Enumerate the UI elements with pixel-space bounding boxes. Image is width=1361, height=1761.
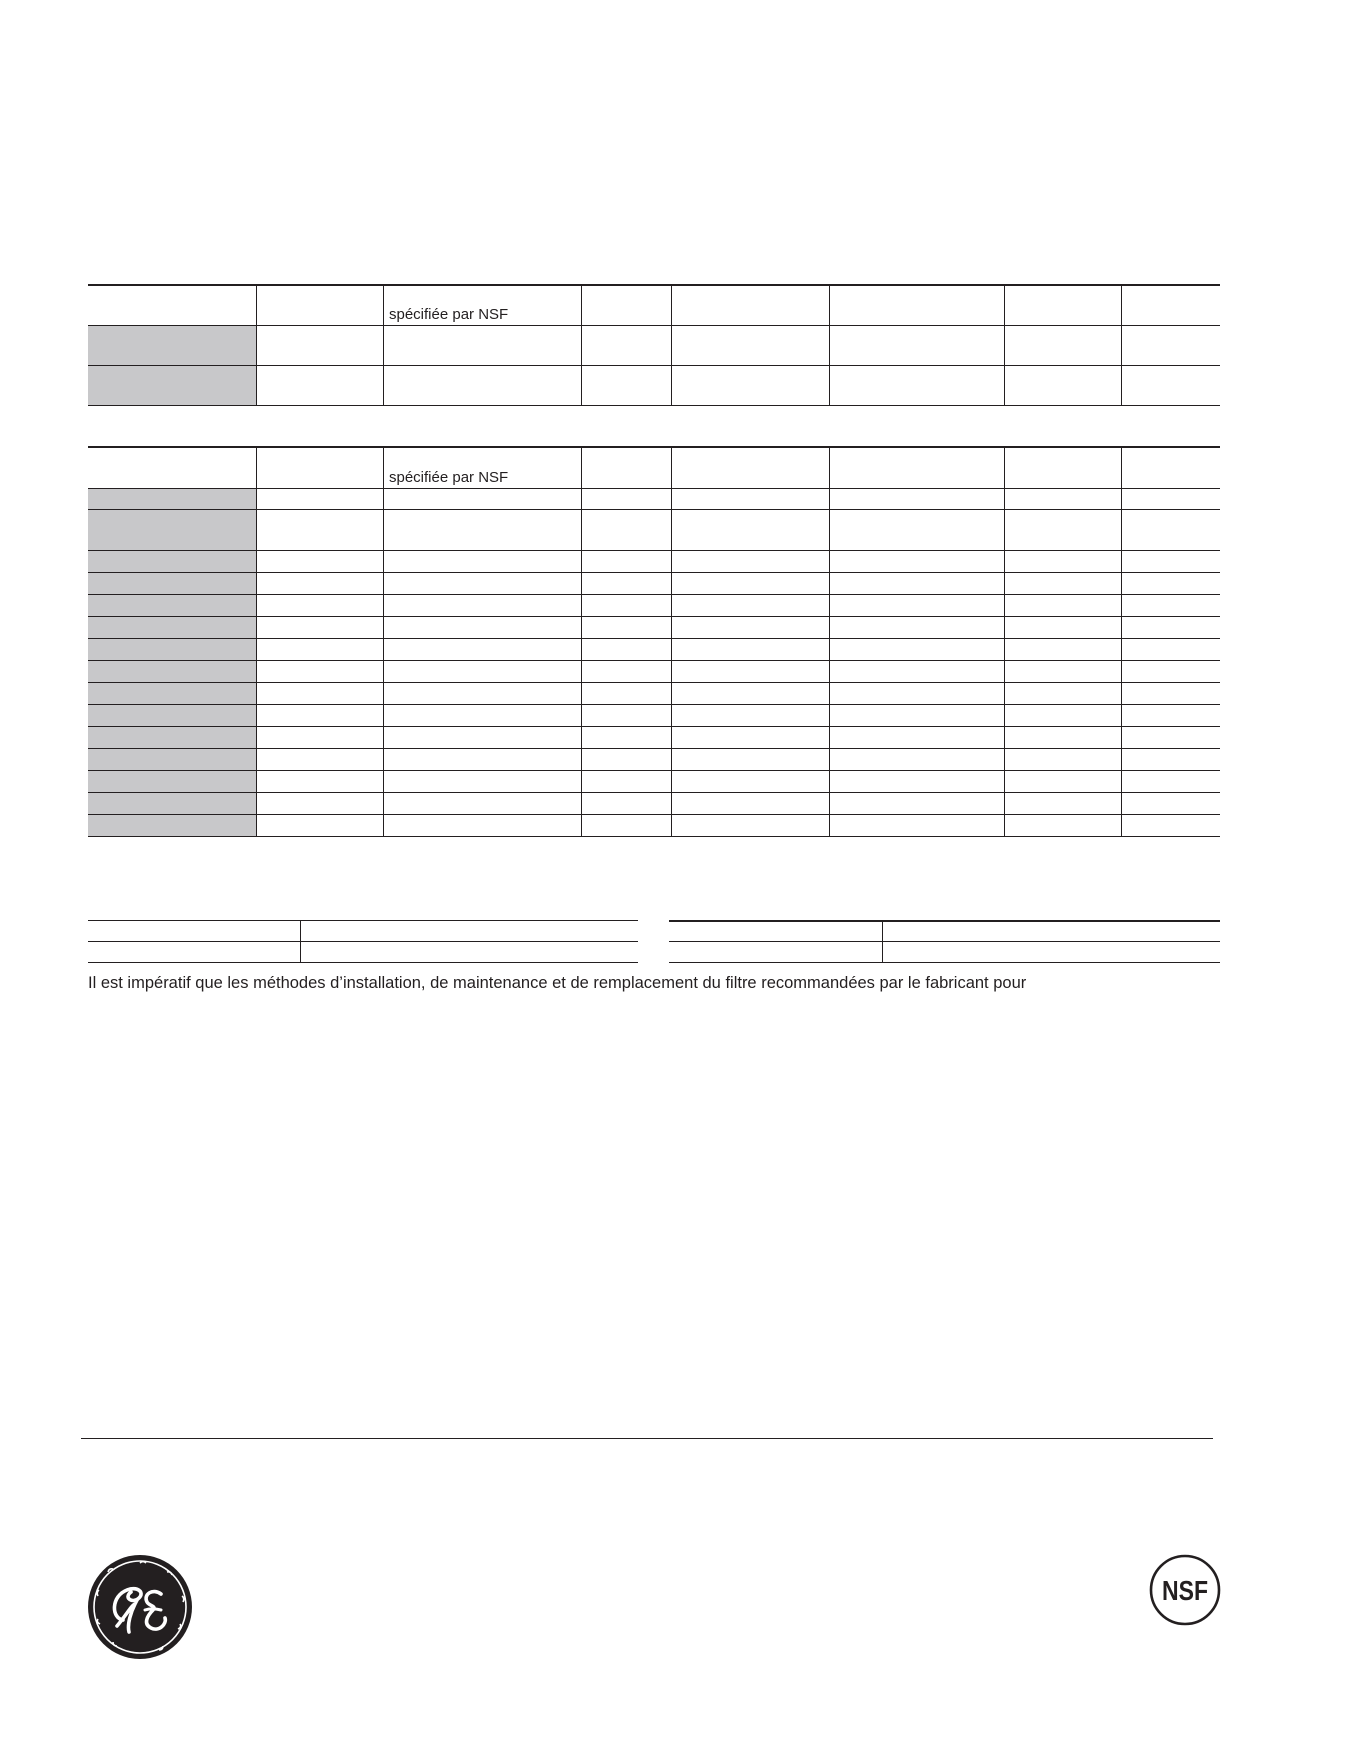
nsf-logo-icon	[1148, 1553, 1222, 1627]
ge-logo	[87, 1554, 193, 1660]
ge-logo-icon	[87, 1554, 193, 1660]
svg-text:NSF: NSF	[1162, 1575, 1208, 1606]
table-1-header-nsf: spécifiée par NSF	[389, 306, 509, 323]
installation-note: Il est impératif que les méthodes d’installation, de maintenance et de remplacement du filtre recommandées par le fabricant pour	[88, 974, 1027, 992]
table-2-header-nsf: spécifiée par NSF	[389, 469, 509, 486]
footer-rule	[81, 1438, 1213, 1439]
nsf-logo	[1148, 1553, 1222, 1627]
table-1-row-label	[88, 325, 256, 365]
table-2-row-labels	[88, 489, 256, 836]
table-1-row-label	[88, 366, 256, 405]
